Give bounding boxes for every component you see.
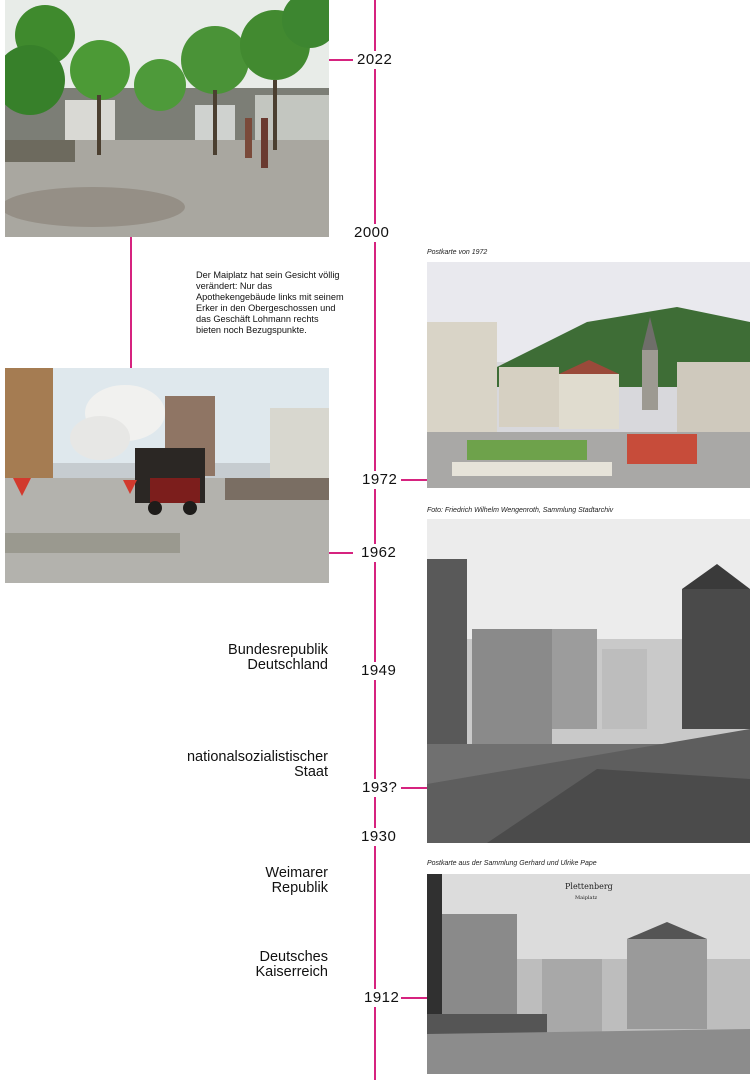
photo-193x [427,519,750,843]
era-bundesrepublik-line1: Bundesrepublik [228,642,328,658]
postcard-square-title: Maiplatz [575,895,598,901]
year-1972: 1972 [362,471,398,488]
connector-1912 [401,997,427,999]
connector-1962 [329,552,353,554]
year-193x: 193? [362,779,398,796]
era-bundesrepublik [228,643,328,673]
era-weimar-line1: Weimarer [265,865,328,881]
connector-vertical [130,237,132,368]
photo-1972 [427,262,750,488]
photo-1912 [427,874,750,1074]
era-bundesrepublik-line2: Deutschland [247,657,328,673]
maiplatz-note: Der Maiplatz hat sein Gesicht völlig verändert: Nur das Apothekengebäude links mit seinem Erker in den Obergeschossen und das Geschäft Lohmann rechts bieten noch Bezugspunkte. [196,270,344,335]
era-kaiserreich-line1: Deutsches [259,949,328,965]
caption-193x: Foto: Friedrich Wilhelm Wengenroth, Sammlung Stadtarchiv [427,507,614,514]
photo-2022 [5,0,329,237]
year-1912: 1912 [364,989,400,1006]
postcard-town-title: Plettenberg [565,882,613,891]
year-1962: 1962 [361,544,397,561]
connector-193x [401,787,427,789]
era-weimar [265,866,328,896]
year-2022: 2022 [357,51,393,68]
year-1949: 1949 [361,662,397,679]
era-weimar-line2: Republik [271,880,328,896]
era-kaiserreich-line2: Kaiserreich [255,964,328,980]
timeline-axis [374,0,376,1080]
caption-1972: Postkarte von 1972 [427,249,488,256]
era-ns-staat [187,750,328,780]
caption-1912: Postkarte aus der Sammlung Gerhard und Ulrike Pape [427,860,597,867]
era-ns-line1: nationalsozialistischer [186,749,328,765]
year-1930: 1930 [361,828,397,845]
connector-2022 [329,59,353,61]
connector-1972 [401,479,427,481]
era-kaiserreich [255,950,328,980]
photo-1962 [5,368,329,583]
year-2000: 2000 [354,224,390,241]
era-ns-line2: Staat [294,764,328,780]
